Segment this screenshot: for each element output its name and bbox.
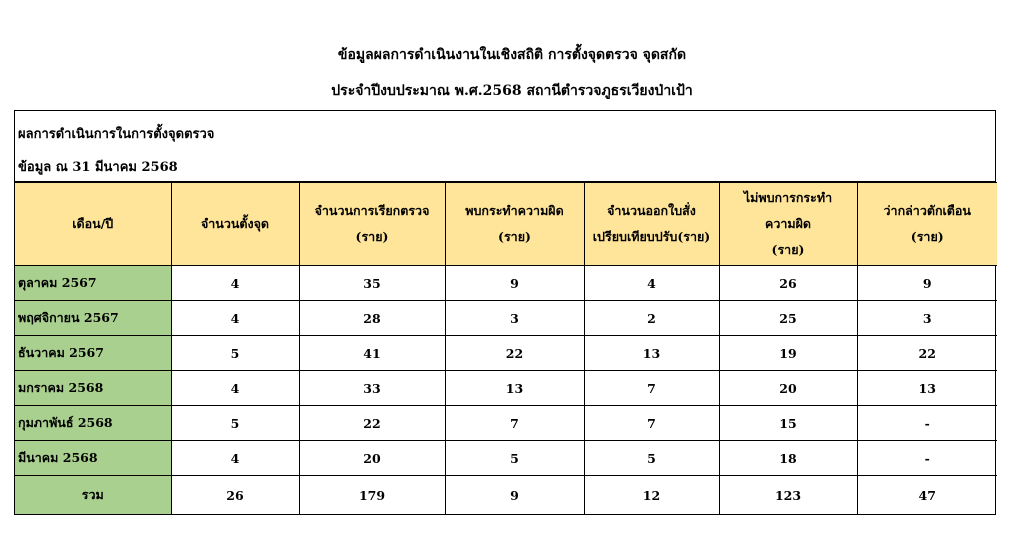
total-label: รวม [15, 476, 171, 515]
cell-offenses: 9 [445, 266, 584, 301]
column-header-line: พบกระทำความผิด [465, 203, 564, 218]
column-header-line: ความผิด [764, 216, 812, 231]
cell-warnings: - [857, 441, 997, 476]
cell-checked: 41 [299, 336, 445, 371]
report-subtitle: ประจำปีงบประมาณ พ.ศ.2568 สถานีตำรวจภูธรเวียงป่าเป้า [331, 83, 693, 99]
cell-no-offense: 19 [719, 336, 857, 371]
column-header-4 [584, 183, 719, 266]
table-row [15, 266, 997, 301]
cell-tickets: 2 [584, 301, 719, 336]
cell-points: 4 [171, 441, 299, 476]
cell-offenses: 22 [445, 336, 584, 371]
total-row [15, 476, 997, 515]
total-tickets: 12 [584, 476, 719, 515]
cell-no-offense: 18 [719, 441, 857, 476]
cell-no-offense: 20 [719, 371, 857, 406]
cell-tickets: 7 [584, 406, 719, 441]
total-checked: 179 [299, 476, 445, 515]
column-header-line: ว่ากล่าวตักเตือน [883, 203, 971, 218]
column-header-3 [445, 183, 584, 266]
column-header-2 [299, 183, 445, 266]
cell-offenses: 13 [445, 371, 584, 406]
info-heading: ผลการดำเนินการในการตั้งจุดตรวจ [18, 127, 215, 142]
column-header-line: จำนวนการเรียกตรวจ [314, 203, 430, 218]
cell-offenses: 5 [445, 441, 584, 476]
header-row [15, 183, 997, 266]
column-header-line: (ราย) [498, 229, 531, 244]
cell-tickets: 7 [584, 371, 719, 406]
total-points: 26 [171, 476, 299, 515]
month-cell: กุมภาพันธ์ 2568 [15, 406, 171, 441]
column-header-6 [857, 183, 997, 266]
column-header-5 [719, 183, 857, 266]
column-header-line: เปรียบเทียบปรับ(ราย) [592, 229, 711, 244]
cell-tickets: 13 [584, 336, 719, 371]
column-header-1 [171, 183, 299, 266]
report-sheet [14, 110, 996, 515]
table-row [15, 406, 997, 441]
table-row [15, 301, 997, 336]
cell-warnings: 3 [857, 301, 997, 336]
cell-no-offense: 25 [719, 301, 857, 336]
cell-points: 5 [171, 406, 299, 441]
cell-checked: 28 [299, 301, 445, 336]
cell-checked: 22 [299, 406, 445, 441]
table-body [15, 266, 997, 515]
report-title: ข้อมูลผลการดำเนินงานในเชิงสถิติ การตั้งจุดตรวจ จุดสกัด [337, 47, 687, 63]
cell-no-offense: 15 [719, 406, 857, 441]
column-header-line: เดือน/ปี [72, 216, 114, 231]
total-warnings: 47 [857, 476, 997, 515]
cell-tickets: 5 [584, 441, 719, 476]
column-header-line: (ราย) [910, 229, 944, 244]
month-cell: ตุลาคม 2567 [15, 266, 171, 301]
cell-checked: 20 [299, 441, 445, 476]
cell-no-offense: 26 [719, 266, 857, 301]
cell-offenses: 7 [445, 406, 584, 441]
cell-points: 4 [171, 301, 299, 336]
month-cell: พฤศจิกายน 2567 [15, 301, 171, 336]
stats-table [15, 182, 997, 514]
column-header-line: (ราย) [355, 229, 389, 244]
table-row [15, 336, 997, 371]
cell-checked: 33 [299, 371, 445, 406]
column-header-line: จำนวนออกใบสั่ง [607, 203, 696, 218]
table-row [15, 371, 997, 406]
month-cell: มกราคม 2568 [15, 371, 171, 406]
info-date: ข้อมูล ณ 31 มีนาคม 2568 [18, 160, 178, 175]
cell-checked: 35 [299, 266, 445, 301]
cell-points: 4 [171, 371, 299, 406]
cell-points: 4 [171, 266, 299, 301]
cell-points: 5 [171, 336, 299, 371]
month-cell: ธันวาคม 2567 [15, 336, 171, 371]
column-header-line: ไม่พบการกระทำ [743, 190, 833, 205]
cell-warnings: 13 [857, 371, 997, 406]
column-header-0 [15, 183, 171, 266]
cell-warnings: 9 [857, 266, 997, 301]
cell-tickets: 4 [584, 266, 719, 301]
month-cell: มีนาคม 2568 [15, 441, 171, 476]
total-no-offense: 123 [719, 476, 857, 515]
cell-offenses: 3 [445, 301, 584, 336]
cell-warnings: - [857, 406, 997, 441]
column-header-line: จำนวนตั้งจุด [200, 216, 270, 231]
column-header-line: (ราย) [771, 242, 805, 257]
table-row [15, 441, 997, 476]
cell-warnings: 22 [857, 336, 997, 371]
info-box [15, 111, 995, 182]
total-offenses: 9 [445, 476, 584, 515]
